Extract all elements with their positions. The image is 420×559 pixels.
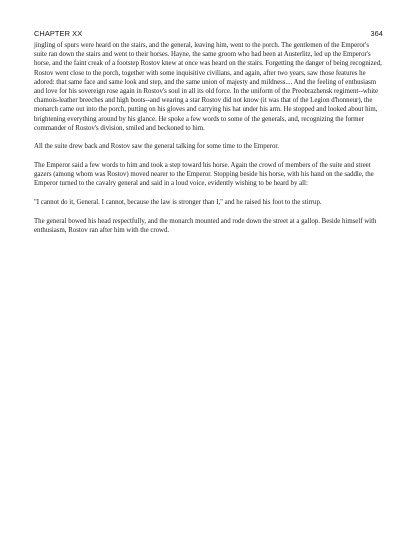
chapter-title: CHAPTER XX — [34, 29, 83, 38]
paragraph: The general bowed his head respectfully, and the monarch mounted and rode down the street at a gallop. Beside himself with enthusiasm, Rostov ran after him with the crowd. — [34, 217, 377, 234]
page-number: 364 — [370, 29, 383, 38]
paragraph: jingling of spurs were heard on the stairs, and the general, leaving him, went to the porch. The gentlemen of the Emperor's suite ran down the stairs and went to their horses. Hayne, the same groom who had been at Austerlitz, led up the Emperor's horse, and the faint creak of a footstep Rostov knew at once was heard on the stairs. Forgetting the danger of being recognized, Rostov went close to the porch, together with some inquisitive civilians, and again, after two years, saw those features he adored: that same face and same look and step, and the same union of majesty and mildness.... And the feeling of enthusiasm and love for his sovereign rose again in Rostov's soul in all its old force. In the uniform of the Preobrazhensk regiment--white chamois-leather breeches and high boots--and wearing a star Rostov did not know (it was that of the Legion d'honneur), the monarch came out into the porch, putting on his gloves and carrying his hat under his arm. He stopped and looked about him, brightening everything around by his glance. He spoke a few words to some of the generals, and, recognizing the former commander of Rostov's division, smiled and beckoned to him. — [34, 42, 382, 132]
paragraph: All the suite drew back and Rostov saw the general talking for some time to the Emperor. — [34, 143, 279, 151]
paragraph: The Emperor said a few words to him and took a step toward his horse. Again the crowd of members of the suite and street gazers (among whom was Rostov) moved nearer to the Emperor. Stopping beside his horse, with his hand on the saddle, the Emperor turned to the cavalry general and said in a loud voice, evidently wishing to be heard by all: — [34, 162, 374, 188]
page-header — [34, 29, 383, 38]
body-text — [34, 41, 383, 235]
paragraph: "I cannot do it, General. I cannot, because the law is stronger than I," and he raised his foot to the stirrup. — [34, 199, 322, 207]
